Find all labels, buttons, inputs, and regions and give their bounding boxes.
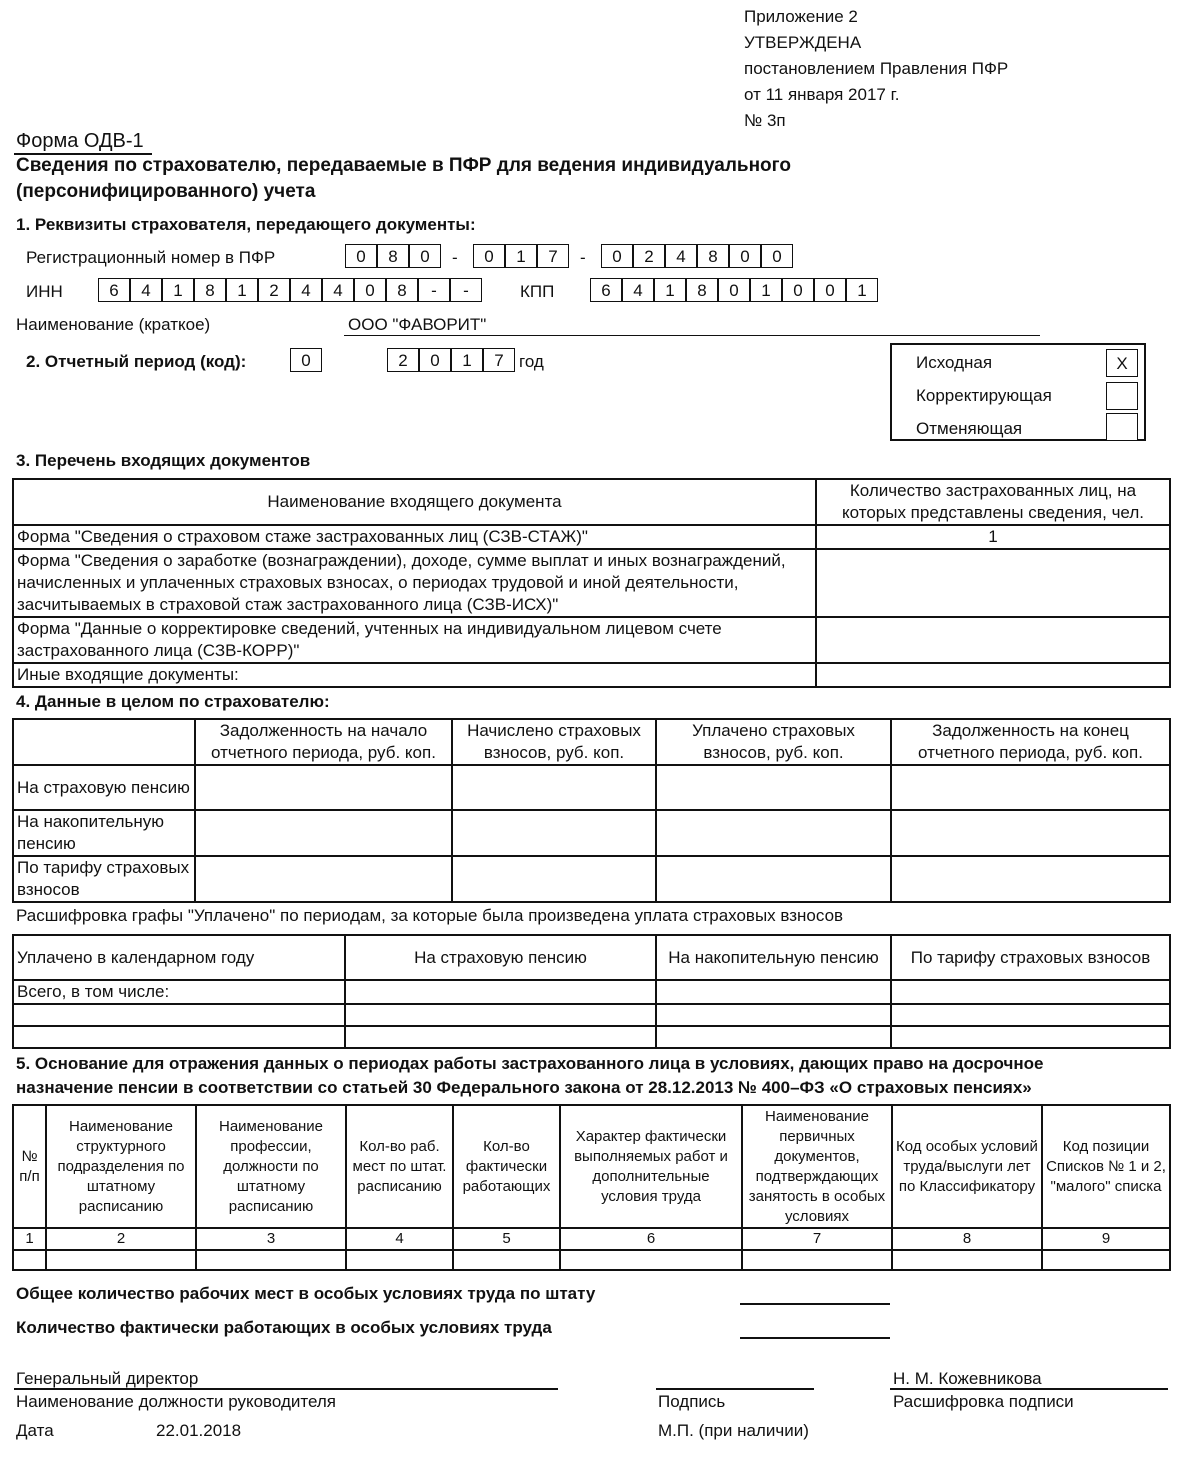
digit-cell[interactable]: 7	[537, 244, 569, 268]
incoming-col-count: Количество застрахованных лиц, на которых представлены сведения, чел.	[816, 479, 1170, 525]
digit-cell[interactable]: 1	[505, 244, 537, 268]
insurer-col-paid: Уплачено страховых взносов, руб. коп.	[656, 719, 891, 765]
table-row	[13, 856, 1170, 902]
table-cell[interactable]	[656, 1004, 891, 1026]
section5-heading-line1: 5. Основание для отражения данных о периодах работы застрахованного лица в условиях, дающих право на досрочное	[16, 1054, 1044, 1073]
form-code: Форма ОДВ-1	[16, 130, 144, 152]
digit-cell[interactable]: 4	[130, 278, 162, 302]
digit-cell[interactable]: 4	[290, 278, 322, 302]
table-cell[interactable]	[453, 1250, 560, 1270]
breakdown-row-label[interactable]	[13, 1026, 345, 1048]
table-cell[interactable]	[891, 980, 1170, 1004]
signer-name: Н. М. Кожевникова	[893, 1369, 1042, 1388]
name-value: ООО "ФАВОРИТ"	[348, 315, 487, 334]
table-cell[interactable]	[560, 1250, 742, 1270]
digit-cell[interactable]: 0	[419, 348, 451, 372]
digit-cell[interactable]: 6	[98, 278, 130, 302]
table-cell[interactable]	[1042, 1250, 1170, 1270]
position-value: Генеральный директор	[16, 1369, 199, 1388]
section3-heading: 3. Перечень входящих документов	[16, 451, 311, 470]
approval-number: № 3п	[744, 111, 786, 130]
special-col-profession: Наименование профессии, должности по штатному расписанию	[196, 1105, 346, 1228]
digit-cell[interactable]: 4	[665, 244, 697, 268]
breakdown-col-tariff: По тарифу страховых взносов	[891, 935, 1170, 980]
stamp-note: М.П. (при наличии)	[658, 1421, 809, 1440]
special-col-documents: Наименование первичных документов, подтверждающих занятость в особых условиях	[742, 1105, 892, 1228]
digit-cell[interactable]: 0	[345, 244, 377, 268]
table-row	[13, 1004, 1170, 1026]
breakdown-col-year: Уплачено в календарном году	[13, 935, 345, 980]
type-initial-checkbox[interactable]: X	[1106, 349, 1138, 377]
special-col-condition-code: Код особых условий труда/выслуги лет по Классификатору	[892, 1105, 1042, 1228]
table-cell[interactable]	[656, 980, 891, 1004]
date-value: 22.01.2018	[156, 1421, 242, 1440]
column-number: 9	[1042, 1228, 1170, 1250]
incoming-doc-count[interactable]	[816, 549, 1170, 617]
form-title	[16, 153, 791, 205]
insurer-col-debt-start: Задолженность на начало отчетного периода, руб. коп.	[195, 719, 452, 765]
breakdown-col-pension: На страховую пенсию	[345, 935, 656, 980]
column-number: 4	[346, 1228, 453, 1250]
table-cell[interactable]	[452, 810, 656, 856]
column-number: 2	[46, 1228, 196, 1250]
digit-cell[interactable]: 2	[258, 278, 290, 302]
insurer-col-debt-end: Задолженность на конец отчетного периода, руб. коп.	[891, 719, 1170, 765]
form-title-line2: (персонифицированного) учета	[16, 181, 316, 202]
special-col-list-code: Код позиции Списков № 1 и 2, "малого" списка	[1042, 1105, 1170, 1228]
digit-cell[interactable]: 0	[814, 278, 846, 302]
table-cell[interactable]	[345, 1026, 656, 1048]
insurer-row-label: По тарифу страховых взносов	[13, 856, 195, 902]
breakdown-caption: Расшифровка графы "Уплачено" по периодам, за которые была произведена уплата страховых взносов	[16, 906, 844, 925]
breakdown-col-funded: На накопительную пенсию	[656, 935, 891, 980]
table-cell[interactable]	[656, 765, 891, 810]
name-underline	[344, 335, 1040, 336]
insurer-col-blank	[13, 719, 195, 765]
kpp-label: КПП	[520, 282, 555, 301]
digit-cell[interactable]: 1	[846, 278, 878, 302]
column-number: 5	[453, 1228, 560, 1250]
table-row	[13, 1228, 1170, 1250]
table-row	[13, 810, 1170, 856]
type-cancel-checkbox[interactable]	[1106, 413, 1138, 441]
digit-cell[interactable]: 7	[483, 348, 515, 372]
table-cell[interactable]	[891, 1026, 1170, 1048]
position-underline	[14, 1388, 558, 1390]
insurer-row-label: На накопительную пенсию	[13, 810, 195, 856]
digit-cell[interactable]: -	[418, 278, 450, 302]
table-row	[13, 617, 1170, 663]
column-number: 3	[196, 1228, 346, 1250]
incoming-doc-name: Форма "Сведения о страховом стаже застрахованных лиц (СЗВ-СТАЖ)"	[13, 525, 816, 549]
digit-cell[interactable]: 1	[162, 278, 194, 302]
approval-by: постановлением Правления ПФР	[744, 59, 1009, 78]
digit-cell[interactable]: 1	[750, 278, 782, 302]
actual-workers-label: Количество фактически работающих в особых условиях труда	[16, 1318, 552, 1337]
section1-heading: 1. Реквизиты страхователя, передающего документы:	[16, 215, 476, 234]
table-cell[interactable]	[742, 1250, 892, 1270]
inn-label: ИНН	[26, 282, 63, 301]
incoming-doc-name: Иные входящие документы:	[13, 663, 816, 687]
year-label: год	[519, 352, 544, 371]
insurer-data-table	[12, 718, 1171, 903]
table-row	[13, 1026, 1170, 1048]
incoming-doc-name: Форма "Сведения о заработке (вознаграждении), доходе, сумме выплат и иных вознаграждений, начисленных и уплаченных страховых взносах, о периодах трудовой и иной деятельности, засчитываемых в страховой стаж застрахованного лица (СЗВ-ИСХ)"	[13, 549, 816, 617]
position-caption: Наименование должности руководителя	[16, 1392, 337, 1411]
incoming-col-name: Наименование входящего документа	[13, 479, 816, 525]
table-cell[interactable]	[196, 1250, 346, 1270]
total-places-field[interactable]	[740, 1303, 890, 1305]
digit-cell[interactable]: -	[450, 278, 482, 302]
table-cell[interactable]	[891, 1004, 1170, 1026]
column-number: 7	[742, 1228, 892, 1250]
table-cell[interactable]	[891, 856, 1170, 902]
digit-cell[interactable]: 2	[633, 244, 665, 268]
breakdown-table	[12, 934, 1171, 1049]
table-cell[interactable]	[46, 1250, 196, 1270]
reg-dash-1: -	[452, 248, 458, 267]
special-col-places: Кол-во раб. мест по штат. расписанию	[346, 1105, 453, 1228]
digit-cell[interactable]: 0	[473, 244, 505, 268]
report-type-box	[890, 343, 1146, 441]
section5-heading-line2: назначение пенсии в соответствии со статьей 30 Федерального закона от 28.12.2013 № 400–ФЗ «О страховых пенсиях»	[16, 1078, 1032, 1097]
digit-cell[interactable]: 4	[322, 278, 354, 302]
insurer-col-accrued: Начислено страховых взносов, руб. коп.	[452, 719, 656, 765]
incoming-doc-count[interactable]	[816, 617, 1170, 663]
table-row	[13, 525, 1170, 549]
total-places-label: Общее количество рабочих мест в особых условиях труда по штату	[16, 1284, 596, 1303]
section5-heading	[16, 1052, 1043, 1100]
digit-cell[interactable]: 8	[686, 278, 718, 302]
table-cell[interactable]	[891, 765, 1170, 810]
digit-cell[interactable]: 8	[377, 244, 409, 268]
digit-cell[interactable]: 4	[622, 278, 654, 302]
approval-date: от 11 января 2017 г.	[744, 85, 900, 104]
reg-dash-2: -	[580, 248, 586, 267]
table-cell[interactable]	[345, 1004, 656, 1026]
digit-cell[interactable]: 0	[729, 244, 761, 268]
table-cell[interactable]	[892, 1250, 1042, 1270]
special-col-num: № п/п	[13, 1105, 46, 1228]
table-cell[interactable]	[195, 765, 452, 810]
digit-cell[interactable]: 1	[226, 278, 258, 302]
table-cell[interactable]	[656, 810, 891, 856]
table-row	[13, 980, 1170, 1004]
type-cancel-label: Отменяющая	[916, 419, 1023, 438]
table-cell[interactable]	[345, 980, 656, 1004]
table-row	[13, 549, 1170, 617]
incoming-doc-count[interactable]	[816, 663, 1170, 687]
table-cell[interactable]	[346, 1250, 453, 1270]
approval-block	[744, 4, 1008, 134]
digit-cell[interactable]: 0	[409, 244, 441, 268]
table-row	[13, 1250, 1170, 1270]
approval-appendix: Приложение 2	[744, 7, 858, 26]
signature-caption: Подпись	[658, 1392, 726, 1411]
digit-cell[interactable]: 0	[601, 244, 633, 268]
digit-cell[interactable]: 2	[387, 348, 419, 372]
digit-cell[interactable]: 6	[590, 278, 622, 302]
breakdown-row-label[interactable]	[13, 1004, 345, 1026]
section4-heading: 4. Данные в целом по страхователю:	[16, 692, 330, 711]
incoming-doc-count[interactable]: 1	[816, 525, 1170, 549]
type-initial-label: Исходная	[916, 353, 993, 372]
reg-label: Регистрационный номер в ПФР	[26, 248, 276, 267]
digit-cell[interactable]: 0	[290, 348, 322, 372]
special-col-workers: Кол-во фактически работающих	[453, 1105, 560, 1228]
approval-approved: УТВЕРЖДЕНА	[744, 33, 862, 52]
section2-heading: 2. Отчетный период (код):	[26, 352, 247, 371]
type-corrective-checkbox[interactable]	[1106, 382, 1138, 410]
column-number: 8	[892, 1228, 1042, 1250]
incoming-doc-name: Форма "Данные о корректировке сведений, учтенных на индивидуальном лицевом счете застрахованного лица (СЗВ-КОРР)"	[13, 617, 816, 663]
name-label: Наименование (краткое)	[16, 315, 211, 334]
special-col-work-type: Характер фактически выполняемых работ и дополнительные условия труда	[560, 1105, 742, 1228]
insurer-row-label: На страховую пенсию	[13, 765, 195, 810]
digit-cell[interactable]: 8	[386, 278, 418, 302]
table-row	[13, 765, 1170, 810]
table-row	[13, 663, 1170, 687]
table-cell[interactable]	[13, 1250, 46, 1270]
digit-cell[interactable]: 0	[761, 244, 793, 268]
date-label: Дата	[16, 1421, 54, 1440]
special-conditions-table	[12, 1104, 1171, 1271]
column-number: 6	[560, 1228, 742, 1250]
table-cell[interactable]	[891, 810, 1170, 856]
digit-cell[interactable]: 0	[782, 278, 814, 302]
special-col-unit: Наименование структурного подразделения по штатному расписанию	[46, 1105, 196, 1228]
digit-cell[interactable]: 0	[718, 278, 750, 302]
breakdown-row-label: Всего, в том числе:	[13, 980, 345, 1004]
digit-cell[interactable]: 8	[194, 278, 226, 302]
digit-cell[interactable]: 1	[451, 348, 483, 372]
type-corrective-label: Корректирующая	[916, 386, 1052, 405]
signer-name-caption: Расшифровка подписи	[893, 1392, 1074, 1411]
incoming-docs-table	[12, 478, 1171, 688]
column-number: 1	[13, 1228, 46, 1250]
signer-name-underline	[890, 1388, 1168, 1390]
table-cell[interactable]	[452, 856, 656, 902]
table-cell[interactable]	[452, 765, 656, 810]
digit-cell[interactable]: 8	[697, 244, 729, 268]
form-title-line1: Сведения по страхователю, передаваемые в ПФР для ведения индивидуального	[16, 155, 791, 176]
table-cell[interactable]	[195, 856, 452, 902]
table-cell[interactable]	[656, 856, 891, 902]
table-cell[interactable]	[656, 1026, 891, 1048]
table-cell[interactable]	[195, 810, 452, 856]
actual-workers-field[interactable]	[740, 1337, 890, 1339]
digit-cell[interactable]: 0	[354, 278, 386, 302]
signature-field[interactable]	[656, 1388, 814, 1390]
digit-cell[interactable]: 1	[654, 278, 686, 302]
